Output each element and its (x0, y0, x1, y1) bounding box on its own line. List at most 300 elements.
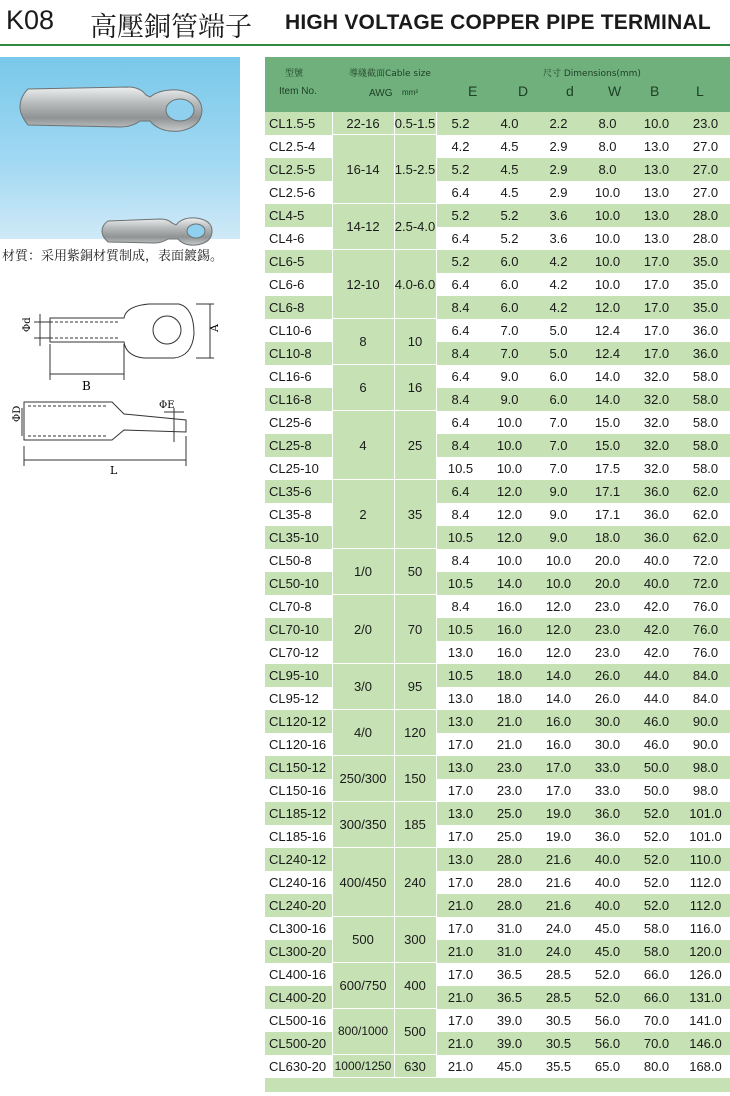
dim-value-w: 26.0 (594, 668, 621, 683)
dimension-cells (436, 848, 730, 871)
dim-value-l: 84.0 (692, 691, 719, 706)
mm2-value: 10 (407, 334, 423, 349)
awg-value: 2 (359, 506, 367, 522)
mm2-value: 150 (404, 771, 426, 786)
dim-value-d-upper: 4.5 (500, 162, 519, 177)
dim-value-b: 32.0 (643, 369, 670, 384)
dim-value-d-lower: 16.0 (545, 714, 572, 729)
dim-value-w: 33.0 (594, 760, 621, 775)
dim-value-w: 30.0 (594, 714, 621, 729)
dimension-cells (436, 986, 730, 1009)
dim-value-b: 52.0 (643, 852, 670, 867)
dim-value-b: 17.0 (643, 300, 670, 315)
dimension-cells (436, 1055, 730, 1078)
dim-value-d-upper: 23.0 (496, 783, 523, 798)
product-photo (0, 57, 240, 239)
dim-value-d-upper: 36.5 (496, 990, 523, 1005)
awg-value: 2/0 (353, 621, 373, 637)
dim-value-e: 21.0 (447, 1059, 474, 1074)
dim-value-w: 23.0 (594, 622, 621, 637)
dim-value-l: 112.0 (689, 875, 722, 890)
dim-value-b: 42.0 (643, 599, 670, 614)
dim-value-d-upper: 4.0 (500, 116, 519, 131)
dim-value-d-lower: 21.6 (545, 875, 572, 890)
terminal-photo-illustration (0, 57, 240, 239)
dim-value-l: 110.0 (689, 852, 722, 867)
dim-value-b: 70.0 (643, 1013, 670, 1028)
dim-value-b: 44.0 (643, 691, 670, 706)
dim-value-b: 36.0 (643, 484, 670, 499)
cable-size-group (332, 1055, 436, 1078)
dim-value-w: 23.0 (594, 645, 621, 660)
dim-value-d-upper: 5.2 (500, 231, 519, 246)
item-no-cell: CL50-10 (265, 572, 332, 595)
header-dim-d-upper: D (518, 83, 529, 99)
dim-value-l: 62.0 (692, 484, 719, 499)
dim-value-b: 44.0 (643, 668, 670, 683)
dim-value-d-lower: 21.6 (545, 898, 572, 913)
dim-value-d-upper: 6.0 (500, 277, 519, 292)
cable-size-group (332, 250, 436, 319)
header-dim-l: L (696, 83, 704, 99)
dim-value-d-lower: 7.0 (549, 461, 568, 476)
dimension-cells (436, 204, 730, 227)
item-no-cell: CL10-8 (265, 342, 332, 365)
title-english: HIGH VOLTAGE COPPER PIPE TERMINAL (285, 11, 711, 34)
cable-size-group (332, 802, 436, 848)
dim-value-w: 8.0 (598, 116, 617, 131)
dimension-cells (436, 273, 730, 296)
dimension-cells (436, 779, 730, 802)
dim-value-w: 10.0 (594, 254, 621, 269)
dim-value-e: 8.4 (451, 346, 470, 361)
label-l: L (110, 464, 118, 477)
dim-value-b: 13.0 (643, 139, 670, 154)
dim-value-d-lower: 30.5 (545, 1036, 572, 1051)
cable-size-group (332, 963, 436, 1009)
cable-size-group (332, 319, 436, 365)
cable-size-group (332, 595, 436, 664)
dim-value-d-lower: 19.0 (545, 829, 572, 844)
item-no-cell: CL35-10 (265, 526, 332, 549)
dim-value-e: 13.0 (447, 760, 474, 775)
dim-value-e: 17.0 (447, 967, 474, 982)
item-no-cell: CL70-12 (265, 641, 332, 664)
dim-value-d-upper: 25.0 (496, 806, 523, 821)
dim-value-l: 98.0 (692, 760, 719, 775)
dim-value-l: 141.0 (689, 1013, 722, 1028)
header-model-en: Item No. (279, 86, 317, 97)
awg-value: 800/1000 (337, 1024, 389, 1038)
dim-value-d-upper: 12.0 (496, 530, 523, 545)
dim-value-l: 101.0 (689, 829, 722, 844)
dim-value-e: 10.5 (447, 461, 474, 476)
dim-value-d-lower: 12.0 (545, 645, 572, 660)
mm2-value: 400 (404, 978, 426, 993)
dim-value-b: 13.0 (643, 185, 670, 200)
dimension-cells (436, 135, 730, 158)
dimension-cells (436, 940, 730, 963)
dim-value-d-lower: 10.0 (545, 553, 572, 568)
dim-value-d-lower: 12.0 (545, 622, 572, 637)
dim-value-w: 10.0 (594, 231, 621, 246)
dim-value-w: 52.0 (594, 967, 621, 982)
item-no-cell: CL25-8 (265, 434, 332, 457)
dim-value-d-upper: 12.0 (496, 484, 523, 499)
dim-value-w: 30.0 (594, 737, 621, 752)
dimension-cells (436, 250, 730, 273)
dim-value-b: 58.0 (643, 921, 670, 936)
mm2-value: 70 (407, 621, 423, 637)
item-no-cell: CL300-16 (265, 917, 332, 940)
dim-value-l: 35.0 (692, 254, 719, 269)
dim-value-e: 21.0 (447, 990, 474, 1005)
dim-value-d-upper: 7.0 (500, 323, 519, 338)
dim-value-b: 70.0 (643, 1036, 670, 1051)
dimension-drawing (14, 296, 224, 476)
dim-value-b: 50.0 (643, 760, 670, 775)
awg-value: 4 (359, 437, 367, 453)
dim-value-d-upper: 16.0 (496, 622, 523, 637)
dim-value-w: 36.0 (594, 806, 621, 821)
header-dim-e: E (468, 83, 478, 99)
dim-value-l: 28.0 (692, 231, 719, 246)
dim-value-e: 6.4 (451, 323, 470, 338)
dim-value-w: 26.0 (594, 691, 621, 706)
dim-value-d-upper: 39.0 (496, 1036, 523, 1051)
dim-value-l: 62.0 (692, 530, 719, 545)
dimension-cells (436, 687, 730, 710)
dim-value-e: 21.0 (447, 898, 474, 913)
item-no-cell: CL400-16 (265, 963, 332, 986)
dim-value-e: 6.4 (451, 369, 470, 384)
mm2-value: 240 (404, 874, 426, 890)
dimension-cells (436, 181, 730, 204)
dim-value-b: 10.0 (643, 116, 670, 131)
item-no-cell: CL240-16 (265, 871, 332, 894)
dim-value-e: 10.5 (447, 668, 474, 683)
dimension-cells (436, 894, 730, 917)
dim-value-e: 21.0 (447, 944, 474, 959)
mm2-value: 0.5-1.5 (394, 115, 436, 131)
dim-value-l: 58.0 (692, 438, 719, 453)
dim-value-b: 36.0 (643, 507, 670, 522)
awg-value: 400/450 (339, 874, 387, 890)
dimension-cells (436, 756, 730, 779)
dim-value-l: 23.0 (692, 116, 719, 131)
dim-value-l: 126.0 (689, 967, 722, 982)
dim-value-d-upper: 6.0 (500, 254, 519, 269)
dim-value-w: 56.0 (594, 1013, 621, 1028)
item-no-cell: CL2.5-5 (265, 158, 332, 181)
dim-value-d-lower: 14.0 (545, 668, 572, 683)
dim-value-d-lower: 12.0 (545, 599, 572, 614)
cable-size-group (332, 917, 436, 963)
item-no-cell: CL6-6 (265, 273, 332, 296)
dim-value-b: 36.0 (643, 530, 670, 545)
dim-value-e: 6.4 (451, 415, 470, 430)
dim-value-b: 80.0 (643, 1059, 670, 1074)
dim-value-l: 27.0 (692, 162, 719, 177)
dimension-cells (436, 319, 730, 342)
dim-value-l: 90.0 (692, 714, 719, 729)
dim-value-d-upper: 28.0 (496, 898, 523, 913)
header-rule (0, 44, 730, 46)
awg-value: 4/0 (353, 725, 373, 740)
dim-value-w: 8.0 (598, 162, 617, 177)
table-footer (265, 1078, 730, 1092)
dim-value-e: 17.0 (447, 875, 474, 890)
dim-value-d-lower: 3.6 (549, 208, 568, 223)
dim-value-w: 40.0 (594, 875, 621, 890)
header-dim-w: W (608, 83, 622, 99)
dim-value-l: 27.0 (692, 185, 719, 200)
terminal-technical-drawing (14, 296, 224, 476)
dim-value-d-lower: 16.0 (545, 737, 572, 752)
awg-value: 300/350 (339, 817, 387, 832)
mm2-value: 120 (404, 725, 426, 740)
dim-value-d-upper: 14.0 (496, 576, 523, 591)
mm2-value: 35 (407, 506, 423, 522)
dimension-cells (436, 917, 730, 940)
dim-value-d-upper: 18.0 (496, 668, 523, 683)
dim-value-d-upper: 23.0 (496, 760, 523, 775)
dim-value-d-upper: 7.0 (500, 346, 519, 361)
dim-value-w: 12.0 (594, 300, 621, 315)
header-dimensions: 尺寸 Dimensions(mm) (543, 69, 641, 79)
item-no-cell: CL25-6 (265, 411, 332, 434)
awg-value: 1/0 (353, 564, 373, 579)
dim-value-e: 8.4 (451, 599, 470, 614)
item-no-cell: CL630-20 (265, 1055, 332, 1078)
dimension-cells (436, 411, 730, 434)
item-no-cell: CL2.5-4 (265, 135, 332, 158)
dim-value-d-upper: 16.0 (496, 645, 523, 660)
dimension-cells (436, 388, 730, 411)
dim-value-w: 10.0 (594, 208, 621, 223)
dim-value-e: 5.2 (451, 162, 470, 177)
dim-value-w: 15.0 (594, 438, 621, 453)
dim-value-d-lower: 3.6 (549, 231, 568, 246)
material-note: 材質：采用紫銅材質制成，表面鍍錫。 (2, 249, 224, 264)
dim-value-d-lower: 2.9 (549, 185, 568, 200)
cable-size-group (332, 756, 436, 802)
item-no-cell: CL300-20 (265, 940, 332, 963)
mm2-value: 25 (407, 437, 423, 453)
dim-value-w: 10.0 (594, 185, 621, 200)
dim-value-d-lower: 5.0 (549, 323, 568, 338)
awg-value: 1000/1250 (334, 1058, 392, 1073)
mm2-value: 2.5-4.0 (394, 219, 436, 234)
dim-value-b: 17.0 (643, 346, 670, 361)
dim-value-b: 17.0 (643, 254, 670, 269)
mm2-value: 4.0-6.0 (394, 276, 436, 292)
dim-value-e: 8.4 (451, 300, 470, 315)
dimension-cells (436, 503, 730, 526)
dim-value-d-lower: 4.2 (549, 277, 568, 292)
item-no-cell: CL2.5-6 (265, 181, 332, 204)
dim-value-d-upper: 28.0 (496, 875, 523, 890)
dim-value-w: 17.1 (594, 507, 621, 522)
awg-value: 3/0 (353, 679, 373, 694)
dim-value-d-lower: 6.0 (549, 369, 568, 384)
header-dim-b: B (650, 83, 660, 99)
item-no-cell: CL150-12 (265, 756, 332, 779)
dim-value-w: 14.0 (594, 392, 621, 407)
dim-value-d-upper: 10.0 (496, 553, 523, 568)
dim-value-l: 98.0 (692, 783, 719, 798)
dim-value-e: 17.0 (447, 829, 474, 844)
item-no-cell: CL70-10 (265, 618, 332, 641)
dim-value-l: 36.0 (692, 323, 719, 338)
item-no-cell: CL150-16 (265, 779, 332, 802)
spec-table (265, 57, 730, 1092)
item-no-cell: CL6-5 (265, 250, 332, 273)
dim-value-w: 33.0 (594, 783, 621, 798)
header-dim-d-lower: d (566, 83, 574, 99)
dim-value-b: 13.0 (643, 208, 670, 223)
dim-value-w: 8.0 (598, 139, 617, 154)
dim-value-d-lower: 17.0 (545, 783, 572, 798)
dim-value-d-lower: 14.0 (545, 691, 572, 706)
mm2-value: 185 (404, 817, 426, 832)
cable-size-group (332, 480, 436, 549)
dim-value-d-lower: 24.0 (545, 944, 572, 959)
cable-size-group (332, 365, 436, 411)
item-no-cell: CL500-20 (265, 1032, 332, 1055)
awg-value: 6 (359, 380, 367, 395)
dim-value-l: 36.0 (692, 346, 719, 361)
dimension-cells (436, 112, 730, 135)
dim-value-d-lower: 5.0 (549, 346, 568, 361)
item-no-cell: CL4-5 (265, 204, 332, 227)
dim-value-w: 40.0 (594, 898, 621, 913)
dim-value-d-lower: 2.9 (549, 139, 568, 154)
dim-value-d-lower: 24.0 (545, 921, 572, 936)
item-no-cell: CL4-6 (265, 227, 332, 250)
dimension-cells (436, 641, 730, 664)
dim-value-d-lower: 4.2 (549, 254, 568, 269)
dim-value-d-upper: 5.2 (500, 208, 519, 223)
dim-value-d-lower: 28.5 (545, 990, 572, 1005)
dim-value-d-lower: 21.6 (545, 852, 572, 867)
dim-value-b: 32.0 (643, 415, 670, 430)
dim-value-w: 45.0 (594, 921, 621, 936)
dim-value-e: 13.0 (447, 645, 474, 660)
dim-value-d-lower: 7.0 (549, 415, 568, 430)
dim-value-d-upper: 36.5 (496, 967, 523, 982)
dim-value-l: 62.0 (692, 507, 719, 522)
dim-value-l: 116.0 (689, 921, 722, 936)
dim-value-e: 8.4 (451, 553, 470, 568)
dim-value-l: 27.0 (692, 139, 719, 154)
dim-value-e: 17.0 (447, 1013, 474, 1028)
label-e: ΦE (159, 400, 175, 411)
dim-value-e: 8.4 (451, 438, 470, 453)
cable-size-group (332, 112, 436, 135)
dim-value-w: 40.0 (594, 852, 621, 867)
dim-value-d-upper: 45.0 (496, 1059, 523, 1074)
dim-value-d-upper: 21.0 (496, 737, 523, 752)
cable-size-group (332, 411, 436, 480)
dim-value-d-upper: 10.0 (496, 438, 523, 453)
dim-value-d-upper: 10.0 (496, 415, 523, 430)
dim-value-e: 13.0 (447, 714, 474, 729)
dim-value-w: 45.0 (594, 944, 621, 959)
dim-value-l: 131.0 (689, 990, 722, 1005)
dim-value-e: 5.2 (451, 254, 470, 269)
dim-value-e: 10.5 (447, 530, 474, 545)
dimension-cells (436, 1009, 730, 1032)
dim-value-l: 28.0 (692, 208, 719, 223)
dim-value-w: 10.0 (594, 277, 621, 292)
dim-value-d-lower: 28.5 (545, 967, 572, 982)
dim-value-l: 112.0 (689, 898, 722, 913)
dim-value-b: 40.0 (643, 553, 670, 568)
dim-value-b: 40.0 (643, 576, 670, 591)
table-body (265, 112, 730, 1078)
awg-value: 600/750 (339, 978, 387, 993)
dim-value-d-lower: 9.0 (549, 484, 568, 499)
mm2-value: 95 (407, 679, 423, 694)
dim-value-b: 42.0 (643, 645, 670, 660)
dimension-cells (436, 963, 730, 986)
dim-value-l: 35.0 (692, 300, 719, 315)
column-separator (394, 112, 395, 1078)
dim-value-e: 6.4 (451, 185, 470, 200)
dim-value-w: 12.4 (594, 323, 621, 338)
item-no-cell: CL16-6 (265, 365, 332, 388)
item-no-cell: CL50-8 (265, 549, 332, 572)
mm2-value: 300 (404, 932, 426, 947)
item-no-cell: CL120-12 (265, 710, 332, 733)
dim-value-d-upper: 10.0 (496, 461, 523, 476)
dim-value-w: 18.0 (594, 530, 621, 545)
dim-value-e: 10.5 (447, 576, 474, 591)
dim-value-e: 21.0 (447, 1036, 474, 1051)
dim-value-d-upper: 21.0 (496, 714, 523, 729)
dim-value-e: 5.2 (451, 116, 470, 131)
mm2-value: 50 (407, 564, 423, 579)
dimension-cells (436, 1032, 730, 1055)
mm2-value: 16 (407, 380, 423, 395)
dimension-cells (436, 618, 730, 641)
dim-value-w: 12.4 (594, 346, 621, 361)
dim-value-b: 66.0 (643, 990, 670, 1005)
dim-value-d-lower: 35.5 (545, 1059, 572, 1074)
dim-value-b: 52.0 (643, 898, 670, 913)
dimension-cells (436, 595, 730, 618)
dim-value-e: 13.0 (447, 852, 474, 867)
dim-value-e: 17.0 (447, 737, 474, 752)
dim-value-d-lower: 6.0 (549, 392, 568, 407)
dim-value-b: 17.0 (643, 277, 670, 292)
item-no-cell: CL120-16 (265, 733, 332, 756)
dim-value-b: 46.0 (643, 714, 670, 729)
dim-value-d-upper: 39.0 (496, 1013, 523, 1028)
dim-value-w: 23.0 (594, 599, 621, 614)
dim-value-b: 32.0 (643, 392, 670, 407)
dim-value-b: 17.0 (643, 323, 670, 338)
dimension-cells (436, 549, 730, 572)
dimension-cells (436, 526, 730, 549)
dim-value-d-upper: 9.0 (500, 392, 519, 407)
dim-value-d-lower: 9.0 (549, 507, 568, 522)
dim-value-d-lower: 17.0 (545, 760, 572, 775)
dimension-cells (436, 802, 730, 825)
item-no-cell: CL10-6 (265, 319, 332, 342)
dim-value-w: 15.0 (594, 415, 621, 430)
